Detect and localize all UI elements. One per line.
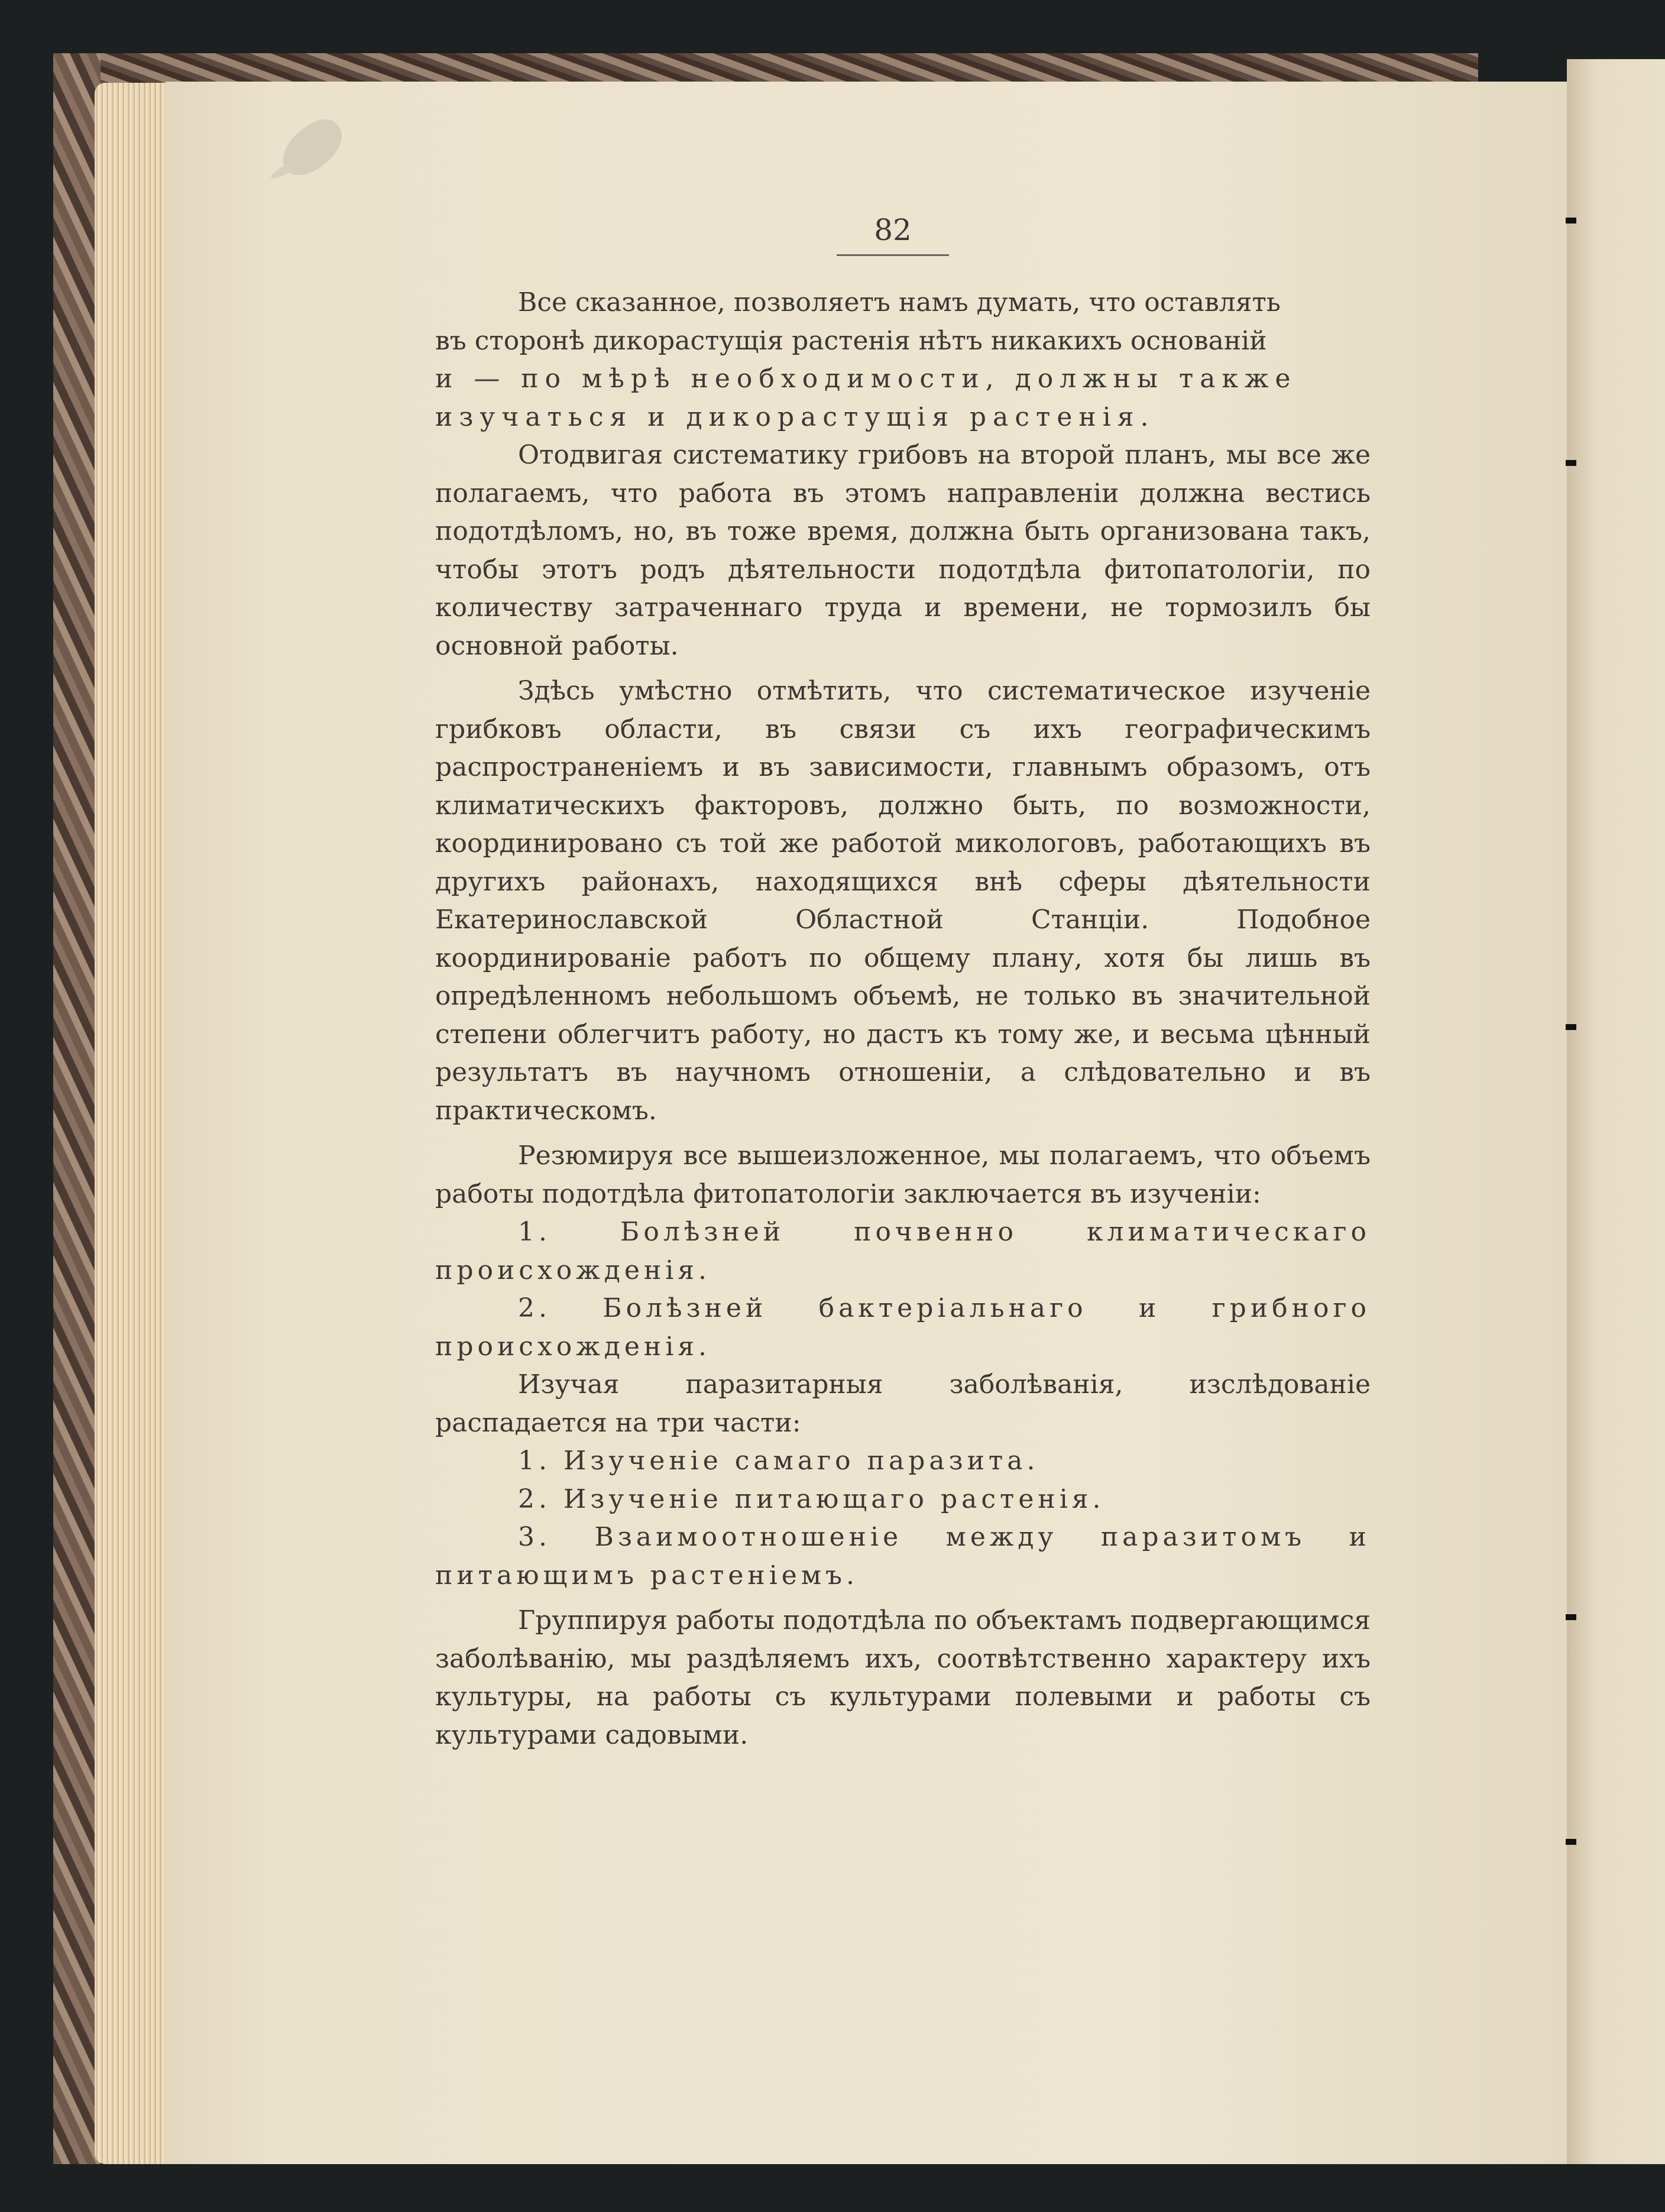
paragraph-6: Группируя работы подотдѣла по объектамъ подвергающимся заболѣванію, мы раздѣляемъ ихъ, соотвѣтственно характеру ихъ культуры, на работы съ культурами полевыми и работы съ культурами садовыми. xyxy=(435,1605,1371,1750)
facing-page-mark xyxy=(1566,460,1576,466)
facing-page-mark xyxy=(1566,1024,1576,1030)
list-2-item-2: 2. Изученіе питающаго растенія. xyxy=(518,1484,1105,1514)
paragraph-1-line-1: Все сказанное, позволяетъ намъ думать, что оставлять xyxy=(518,287,1281,318)
paragraph-2: Отодвигая систематику грибовъ на второй планъ, мы все же полагаемъ, что работа въ этомъ направленіи должна вестись подотдѣломъ, но, въ тоже время, должна быть организована такъ, чтобы этотъ родъ дѣятельности подотдѣла фитопатологіи, по количеству затраченнаго труда и времени, не тормозилъ бы основной работы. xyxy=(435,440,1371,661)
list-2-item-3: 3. Взаимоотношеніе между паразитомъ и питающимъ растеніемъ. xyxy=(435,1522,1371,1591)
facing-page xyxy=(1567,59,1665,2164)
paragraph-5: Изучая паразитарныя заболѣванія, изслѣдованіе распадается на три части: xyxy=(435,1369,1371,1438)
paragraph-1-spaced-line-2: изучаться и дикорастущія растенія. xyxy=(435,401,1155,432)
list-1-item-2: 2. Болѣзней бактеріальнаго и грибного происхожденія. xyxy=(435,1293,1371,1362)
page-number: 82 xyxy=(874,213,912,247)
paragraph-1-spaced-line-1: и — по мѣрѣ необходимости, должны также xyxy=(435,364,1297,394)
page-body xyxy=(435,284,1371,1754)
facing-page-mark xyxy=(1566,1839,1576,1845)
page-edges xyxy=(95,83,177,2164)
list-2-item-1: 1. Изученіе самаго паразита. xyxy=(518,1446,1039,1476)
marbled-book-edge xyxy=(53,53,101,2164)
facing-page-mark xyxy=(1566,218,1576,224)
paragraph-1-line-2: въ сторонѣ дикорастущія растенія нѣтъ никакихъ основаній xyxy=(435,325,1267,356)
list-1-item-1: 1. Болѣзней почвенно климатическаго происхожденія. xyxy=(435,1217,1371,1285)
paragraph-3: Здѣсь умѣстно отмѣтить, что систематическое изученіе грибковъ области, въ связи съ ихъ географическимъ распространеніемъ и въ зависимости, главнымъ образомъ, отъ климатическихъ факторовъ, должно быть, по возможности, координировано съ той же работой микологовъ, работающихъ въ другихъ районахъ, находящихся внѣ сферы дѣятельности Екатеринославской Областной Станціи. Подобное координированіе работъ по общему плану, хотя бы лишь въ опредѣленномъ небольшомъ объемѣ, не только въ значительной степени облегчитъ работу, но дастъ къ тому же, и весьма цѣнный результатъ въ научномъ отношеніи, а слѣдовательно и въ практическомъ. xyxy=(435,676,1371,1126)
facing-page-mark xyxy=(1566,1614,1576,1620)
paragraph-4: Резюмируя все вышеизложенное, мы полагаемъ, что объемъ работы подотдѣла фитопатологіи заключается въ изученіи: xyxy=(435,1141,1371,1209)
page-number-rule xyxy=(837,254,949,256)
